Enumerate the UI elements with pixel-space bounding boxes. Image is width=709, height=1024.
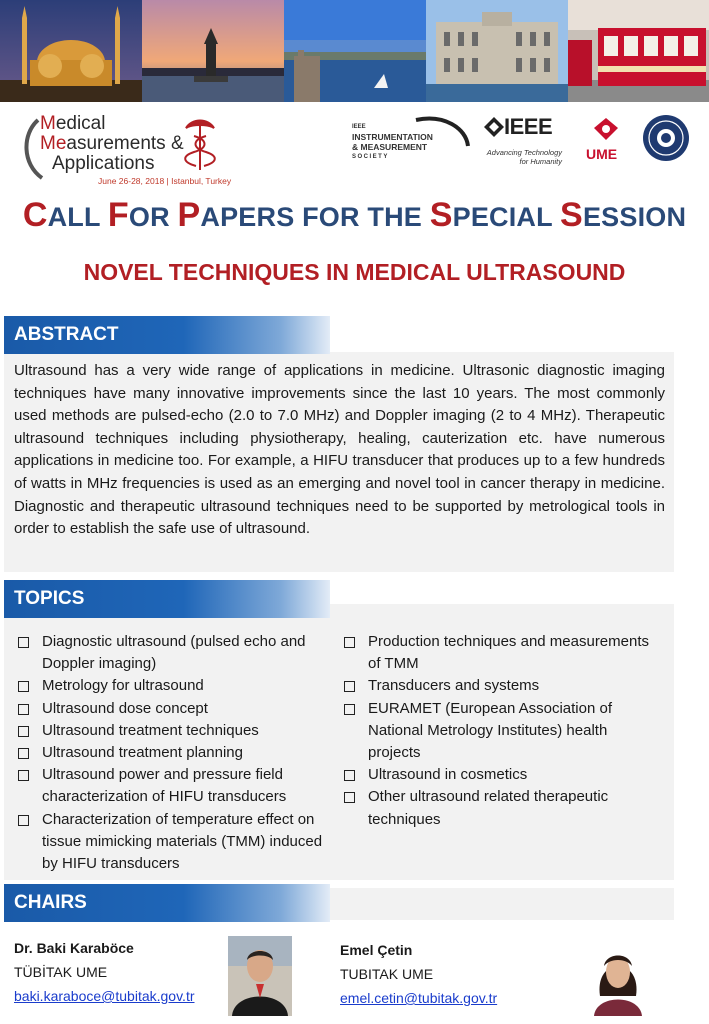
topic-item: EURAMET (European Association of National Metrology Institutes) health projects <box>340 698 658 765</box>
topic-item: Characterization of temperature effect on tissue mimicking materials (TMM) induced by HIFU transducers <box>14 809 342 876</box>
session-title: NOVEL TECHNIQUES IN MEDICAL ULTRASOUND <box>83 259 626 285</box>
topic-item: Other ultrasound related therapeutic techniques <box>340 786 658 830</box>
topic-item: Metrology for ultrasound <box>14 675 342 697</box>
chairs-heading: CHAIRS <box>4 884 330 922</box>
topic-item: Ultrasound treatment techniques <box>14 720 342 742</box>
topic-item: Production techniques and measurements of TMM <box>340 631 658 675</box>
ieee-diamond-icon <box>484 117 504 137</box>
photo-bosphorus <box>284 0 426 102</box>
ieee-ims-logo <box>352 114 470 164</box>
abstract-heading: ABSTRACT <box>4 316 330 354</box>
topic-item: Ultrasound power and pressure field characterization of HIFU transducers <box>14 764 342 808</box>
topics-heading: TOPICS <box>4 580 330 618</box>
mma-conference-logo <box>20 112 232 188</box>
photo-maiden-tower <box>142 0 284 102</box>
checkbox-bullet-icon <box>18 681 29 692</box>
abstract-text: Ultrasound has a very wide range of applications in medicine. Ultrasonic diagnostic imaging techniques have many innovative improvements since the last 10 years. The most commonly used methods are pulsed-echo (2.0 to 7.0 MHz) and Doppler imaging (2 to 4 MHz). Therapeutic ultrasound techniques including physiotherapy, healing, cauterization etc. have numerous applications in medicine too. For example, a HIFU transducer that produces up to a few hundreds of watts in MHz frequencies is used as an emerging and novel tool in cancer therapy in medicine. Diagnostic and therapeutic ultrasound techniques need to be supported by metrological tools in order to establish the safe use of ultrasound. <box>14 362 665 538</box>
chair-photo <box>228 936 292 1016</box>
topics-list-right <box>340 631 658 831</box>
topic-item: Transducers and systems <box>340 675 658 697</box>
photo-dolmabahce-palace <box>426 0 568 102</box>
header-photo-strip <box>0 0 709 102</box>
checkbox-bullet-icon <box>344 637 355 648</box>
tubitak-ume-logo: UME <box>584 114 628 166</box>
topic-item: Ultrasound dose concept <box>14 698 342 720</box>
seal-icon <box>642 114 690 162</box>
chair-organization: TUBITAK UME <box>340 966 434 982</box>
chair-name: Dr. Baki Karaböce <box>14 940 134 956</box>
chair-email-link[interactable]: baki.karaboce@tubitak.gov.tr <box>14 988 195 1004</box>
checkbox-bullet-icon <box>18 815 29 826</box>
chair-card <box>14 936 195 1008</box>
photo-istiklal-tram <box>568 0 709 102</box>
topic-item: Ultrasound treatment planning <box>14 742 342 764</box>
chair-name: Emel Çetin <box>340 942 413 958</box>
photo-blue-mosque <box>0 0 142 102</box>
checkbox-bullet-icon <box>18 748 29 759</box>
topic-item: Diagnostic ultrasound (pulsed echo and Doppler imaging) <box>14 631 342 675</box>
checkbox-bullet-icon <box>344 681 355 692</box>
checkbox-bullet-icon <box>344 770 355 781</box>
checkbox-bullet-icon <box>18 637 29 648</box>
ieee-logo: IEEE Advancing Technology for Humanity <box>482 114 566 166</box>
chair-photo <box>586 936 650 1016</box>
checkbox-bullet-icon <box>18 726 29 737</box>
tubitak-emblem-icon <box>584 114 628 146</box>
topics-list-left <box>14 631 342 875</box>
chair-email-link[interactable]: emel.cetin@tubitak.gov.tr <box>340 990 498 1006</box>
chair-card <box>340 938 497 1010</box>
topic-item: Ultrasound in cosmetics <box>340 764 658 786</box>
call-for-papers-title: CALL FOR PAPERS FOR THE SPECIAL SESSION <box>22 196 687 234</box>
chair-organization: TÜBİTAK UME <box>14 964 108 980</box>
checkbox-bullet-icon <box>18 770 29 781</box>
ims-wordmark: IEEE INSTRUMENTATION & MEASUREMENT SOCIETY <box>352 124 433 160</box>
checkbox-bullet-icon <box>344 704 355 715</box>
mma-wordmark: Medical Measurements & Applications <box>40 113 184 174</box>
logo-band <box>0 104 709 188</box>
conference-date: June 26-28, 2018 | Istanbul, Turkey <box>98 176 232 186</box>
checkbox-bullet-icon <box>344 792 355 803</box>
university-seal-logo <box>642 114 690 162</box>
checkbox-bullet-icon <box>18 704 29 715</box>
